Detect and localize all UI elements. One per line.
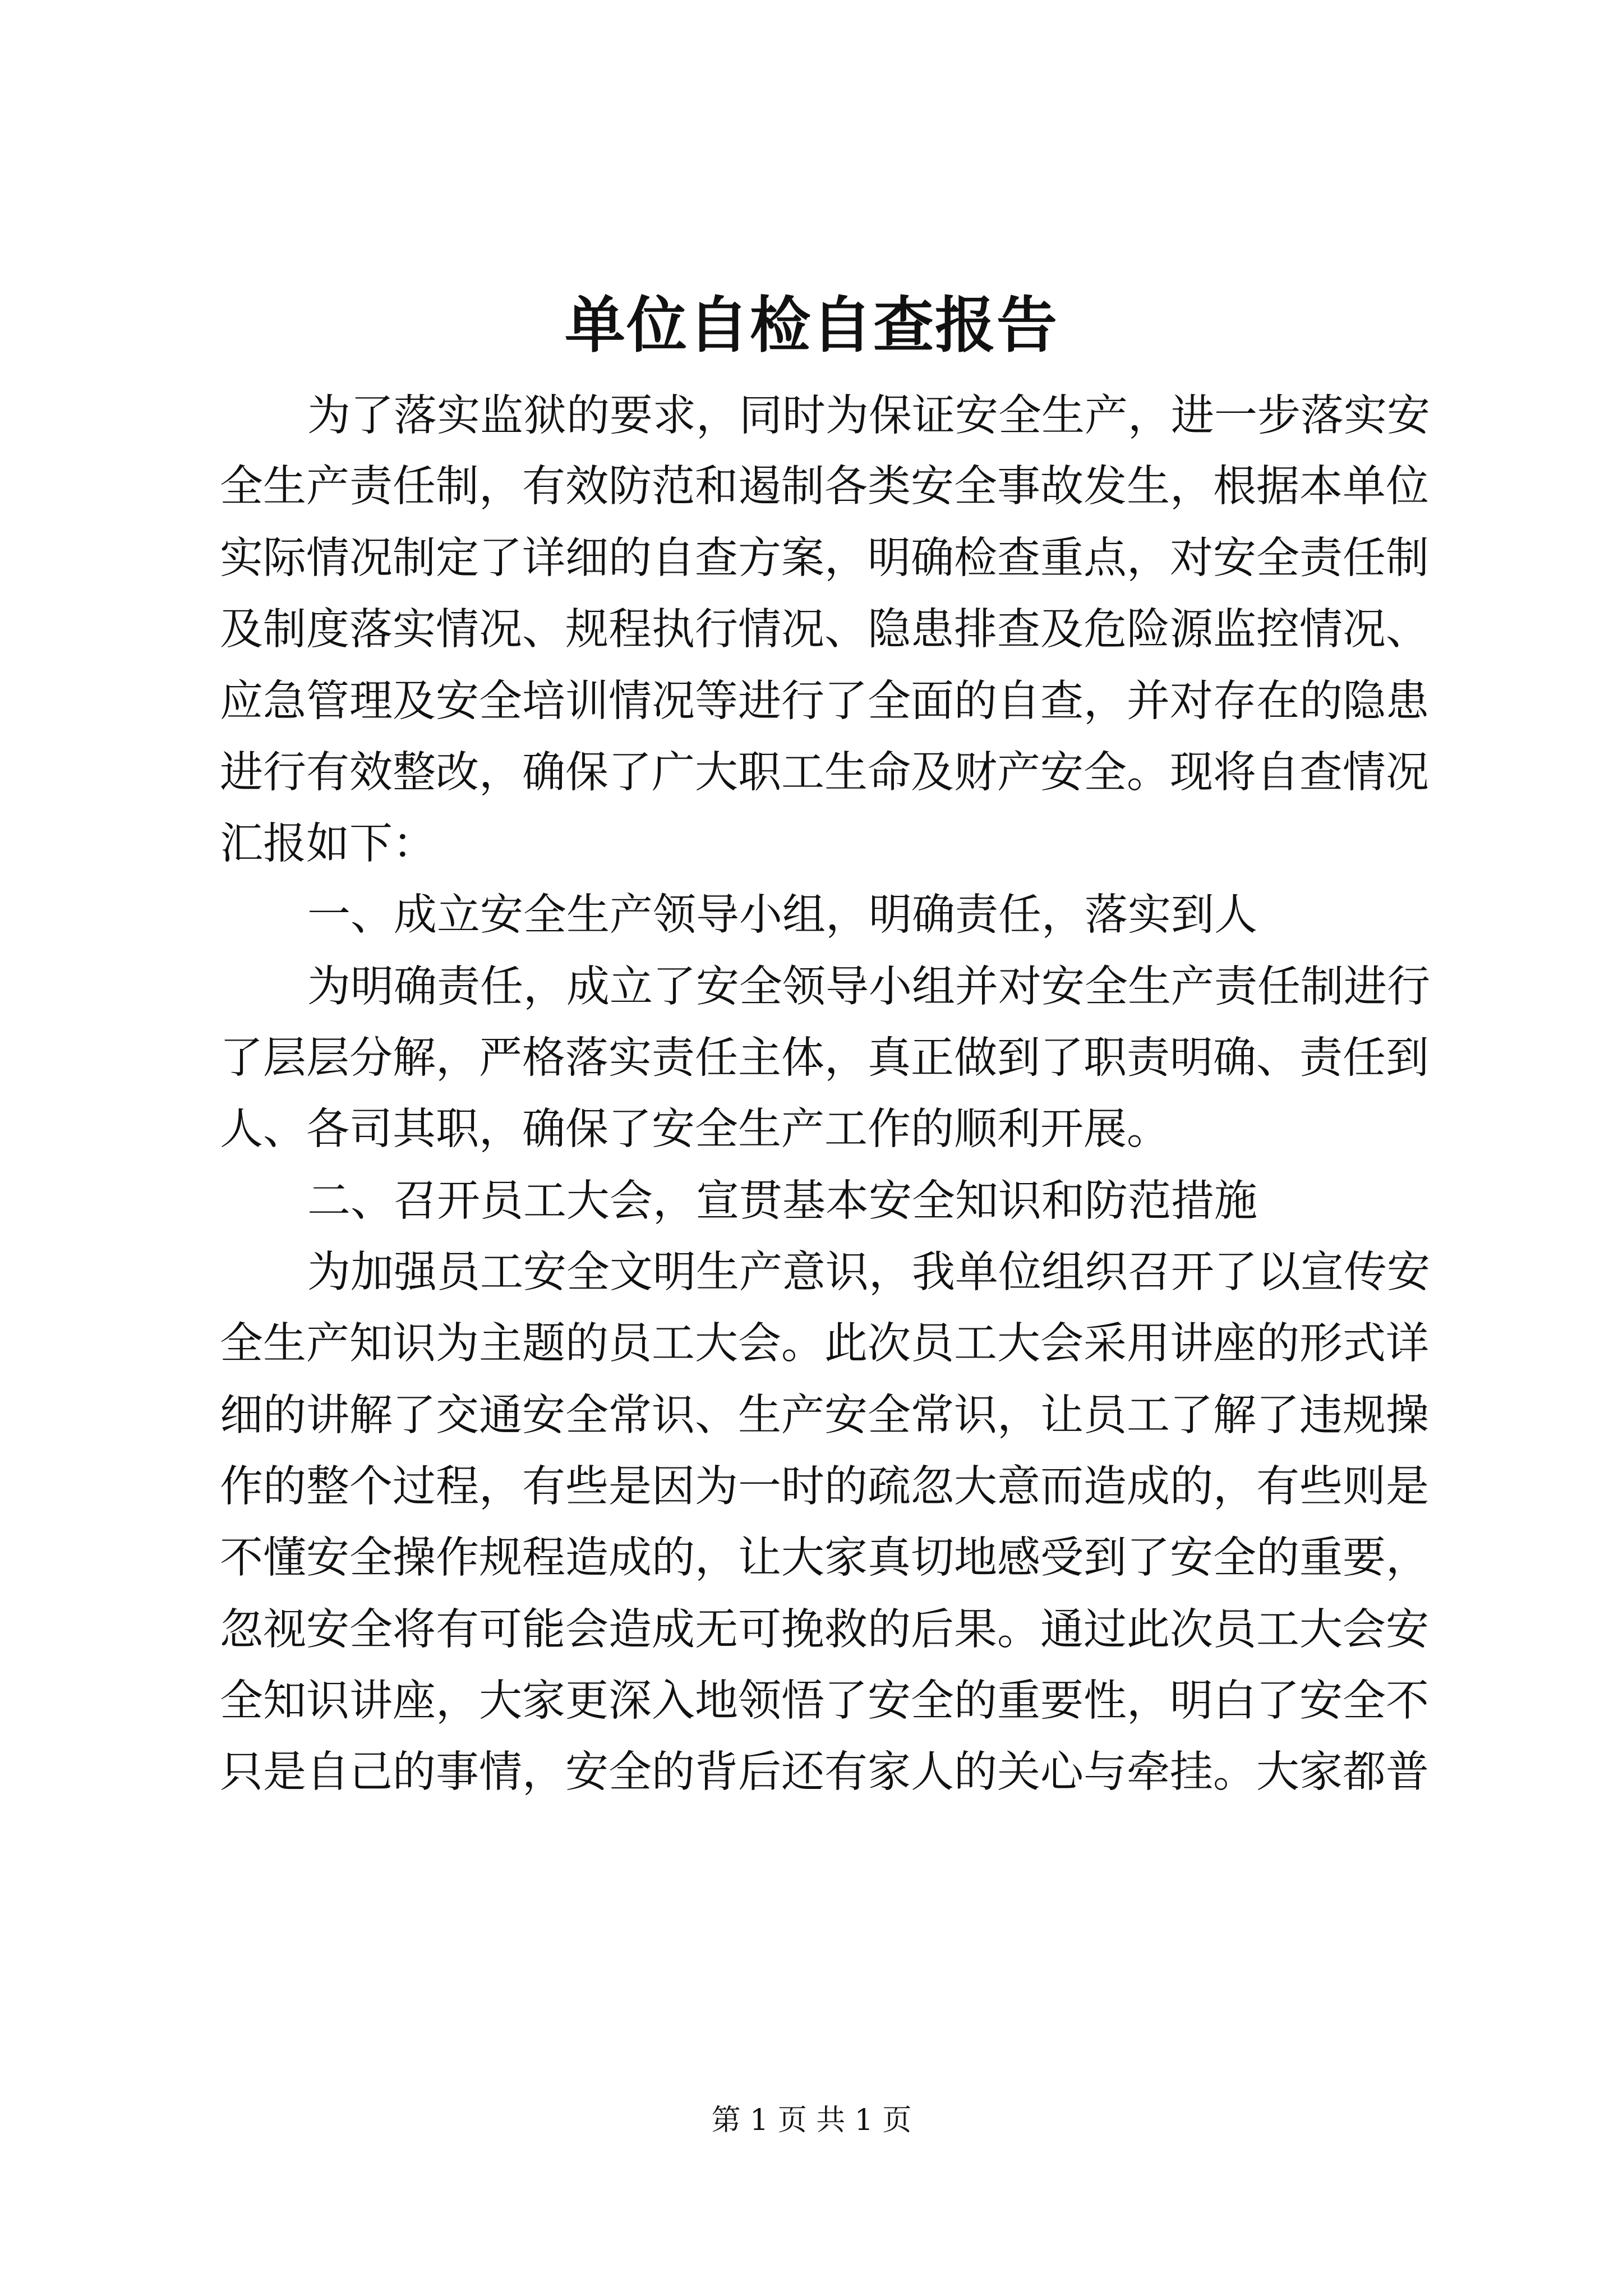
paragraph-line: 了层层分解，严格落实责任主体，真正做到了职责明确、责任到 [220,1033,1429,1083]
paragraph-line: 及制度落实情况、规程执行情况、隐患排查及危险源监控情况、 [220,605,1429,655]
paragraph-line: 全生产责任制，有效防范和遏制各类安全事故发生，根据本单位 [220,462,1429,512]
paragraph-line: 人、各司其职，确保了安全生产工作的顺利开展。 [220,1105,1170,1154]
section-heading: 一、成立安全生产领导小组，明确责任，落实到人 [307,890,1257,940]
section-heading: 二、召开员工大会，宣贯基本安全知识和防范措施 [307,1176,1257,1226]
paragraph-line: 为明确责任，成立了安全领导小组并对安全生产责任制进行 [307,962,1430,1012]
paragraph-line: 不懂安全操作规程造成的，让大家真切地感受到了安全的重要， [220,1533,1429,1583]
paragraph-line: 忽视安全将有可能会造成无可挽救的后果。通过此次员工大会安 [220,1605,1429,1655]
paragraph-line: 全知识讲座，大家更深入地领悟了安全的重要性，明白了安全不 [220,1676,1429,1726]
paragraph-line: 汇报如下： [220,819,436,869]
paragraph-line: 为加强员工安全文明生产意识，我单位组织召开了以宣传安 [307,1248,1430,1297]
paragraph-line: 作的整个过程，有些是因为一时的疏忽大意而造成的，有些则是 [220,1462,1429,1512]
paragraph-line: 进行有效整改，确保了广大职工生命及财产安全。现将自查情况 [220,748,1429,798]
paragraph-line: 细的讲解了交通安全常识、生产安全常识，让员工了解了违规操 [220,1391,1429,1441]
paragraph-line: 实际情况制定了详细的自查方案，明确检查重点，对安全责任制 [220,533,1429,583]
paragraph-line: 应急管理及安全培训情况等进行了全面的自查，并对存在的隐患 [220,677,1429,726]
paragraph-line: 只是自己的事情，安全的背后还有家人的关心与牵挂。大家都普 [220,1747,1429,1797]
document-title: 单位自检自查报告 [564,290,1058,361]
paragraph-line: 全生产知识为主题的员工大会。此次员工大会采用讲座的形式详 [220,1319,1429,1369]
paragraph-line: 为了落实监狱的要求，同时为保证安全生产，进一步落实安 [307,391,1430,441]
page-number: 第 1 页 共 1 页 [711,2104,912,2137]
